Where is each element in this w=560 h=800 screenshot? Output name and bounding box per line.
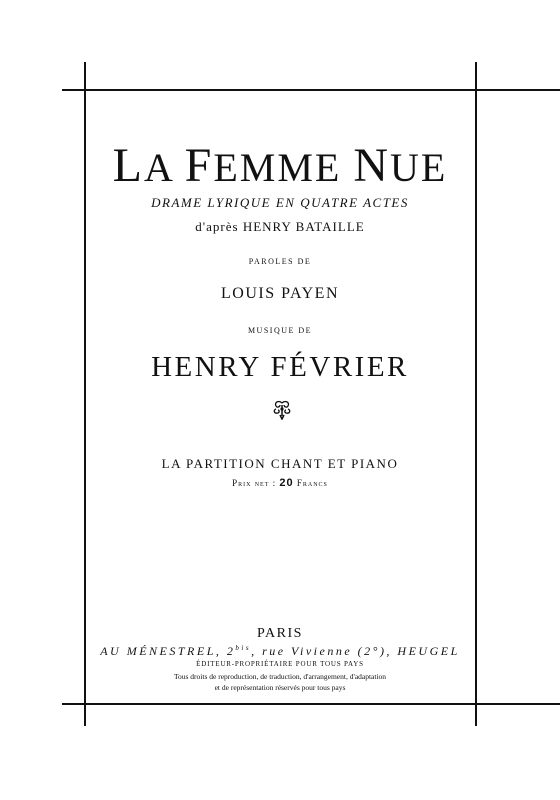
genre-subtitle: DRAME LYRIQUE EN QUATRE ACTES xyxy=(151,195,409,210)
title-word: EMME xyxy=(213,145,354,190)
frame-line-bottom xyxy=(62,703,560,705)
title-initial: L xyxy=(112,139,144,192)
title-word: UE xyxy=(390,145,448,190)
publisher-role: ÉDITEUR-PROPRIÉTAIRE POUR TOUS PAYS xyxy=(196,660,364,668)
frame-line-top xyxy=(62,89,560,91)
rights-notice-line: Tous droits de reproduction, de traduction, d'arrangement, d'adaptation xyxy=(173,672,387,681)
lyrics-label: PAROLES DE xyxy=(248,257,312,266)
price-unit: Francs xyxy=(293,478,328,488)
title-initial: F xyxy=(184,139,214,192)
price-value: 20 xyxy=(279,477,294,489)
publisher-city: PARIS xyxy=(257,626,303,641)
price-line xyxy=(0,477,560,489)
fleuron-ornament-icon xyxy=(272,400,292,420)
publisher-superscript: bis xyxy=(235,644,252,652)
lyricist-name: LOUIS PAYEN xyxy=(220,285,339,302)
rights-notice-line: et de représentation réservés pour tous pays xyxy=(214,683,346,692)
publisher-line xyxy=(0,644,560,659)
title-initial: N xyxy=(353,139,391,192)
title-word: A xyxy=(143,145,185,190)
score-edition-label: LA PARTITION CHANT ET PIANO xyxy=(161,456,399,471)
music-label: MUSIQUE DE xyxy=(247,326,313,335)
opera-title xyxy=(0,138,560,193)
publisher-name: AU MÉNESTREL, 2 xyxy=(100,644,236,658)
publisher-address: , rue Vivienne (2°), HEUGEL xyxy=(251,644,460,658)
composer-name: HENRY FÉVRIER xyxy=(151,351,409,383)
price-prefix: Prix net : xyxy=(232,478,280,488)
source-credit: d'après HENRY BATAILLE xyxy=(195,219,365,234)
